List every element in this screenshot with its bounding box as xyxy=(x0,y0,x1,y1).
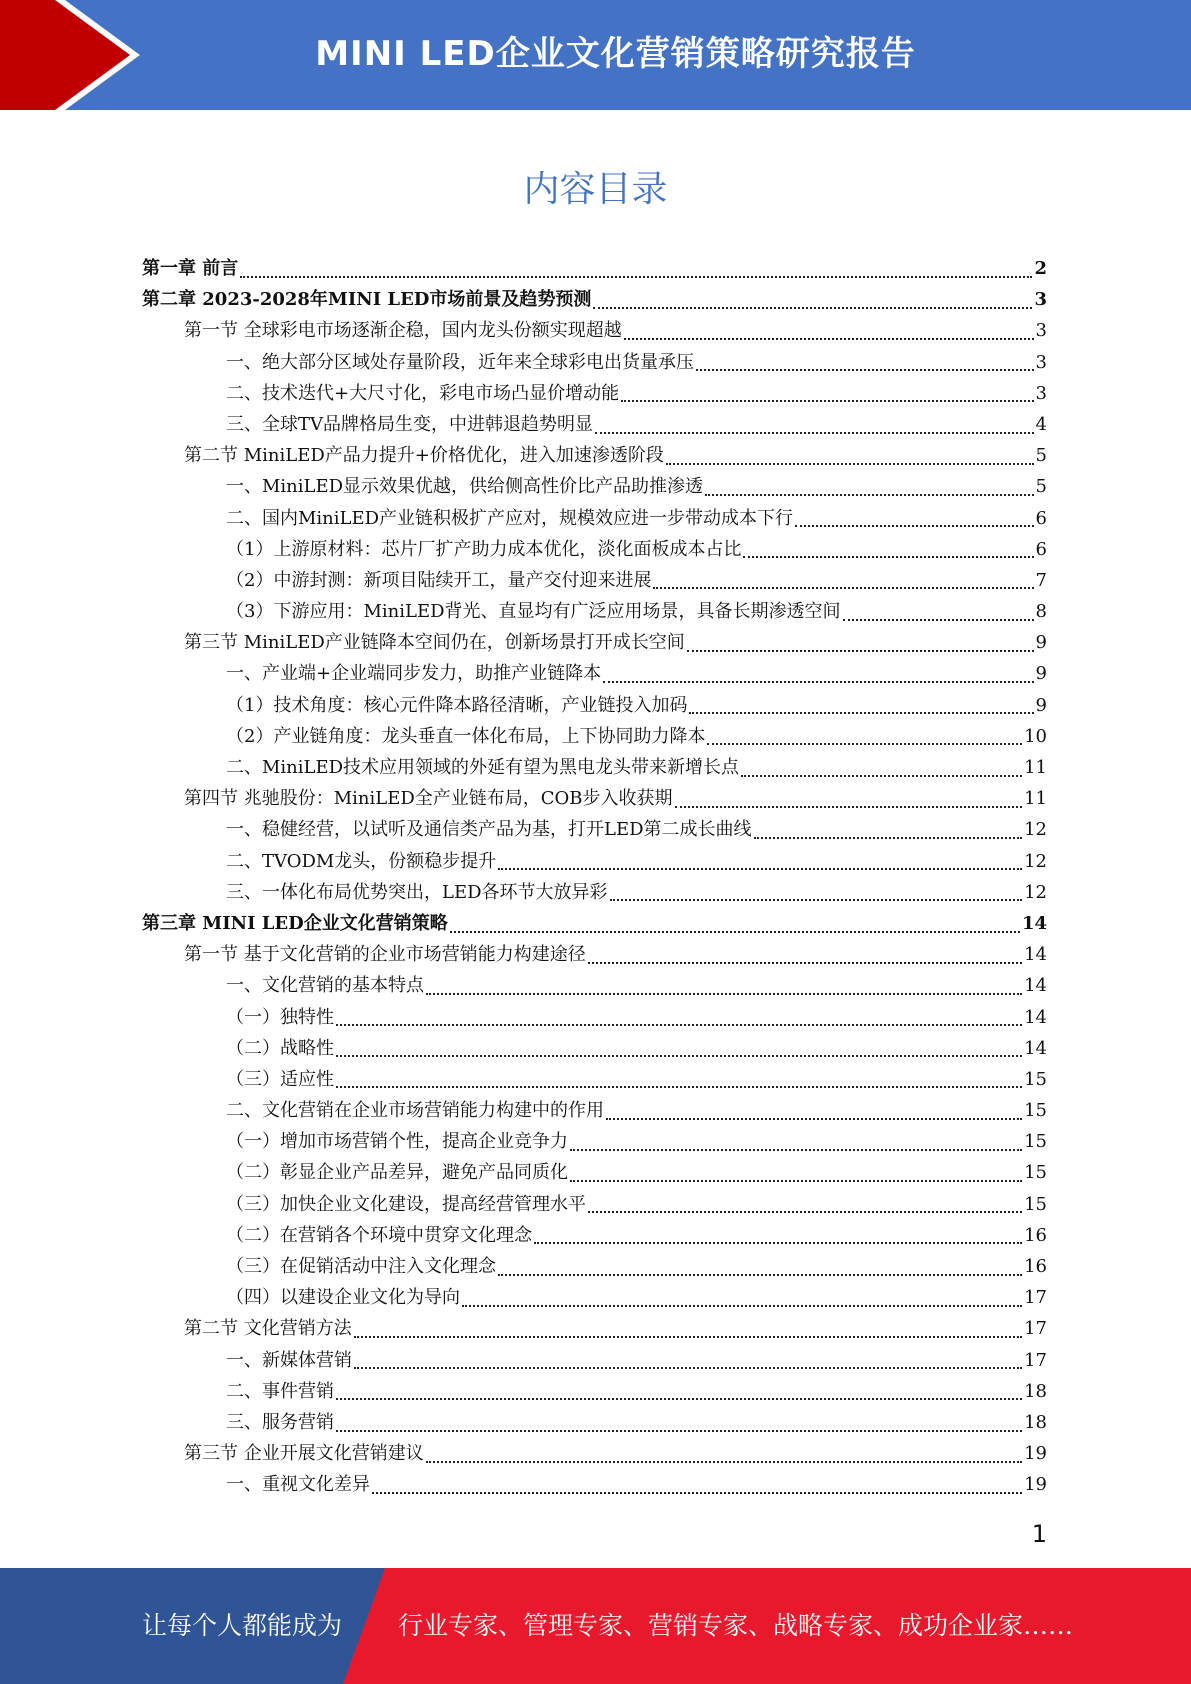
toc-dot-leader xyxy=(570,1180,1022,1182)
toc-entry-label: （3）下游应用：MiniLED背光、直显均有广泛应用场景，具备长期渗透空间 xyxy=(226,601,841,623)
toc-dot-leader xyxy=(588,1211,1022,1213)
toc-entry-page: 16 xyxy=(1024,1256,1047,1277)
toc-dot-leader xyxy=(741,775,1022,777)
toc-entry-label: 一、绝大部分区域处存量阶段，近年来全球彩电出货量承压 xyxy=(226,351,694,373)
toc-dot-leader xyxy=(354,1336,1022,1338)
toc-entry[interactable] xyxy=(142,1438,1047,1469)
toc-entry[interactable] xyxy=(142,1126,1047,1157)
toc-entry[interactable] xyxy=(142,1033,1047,1064)
toc-entry[interactable] xyxy=(142,1220,1047,1251)
toc-entry-label: （一）增加市场营销个性，提高企业竞争力 xyxy=(226,1131,568,1153)
toc-entry[interactable] xyxy=(142,939,1047,970)
toc-entry[interactable] xyxy=(142,1282,1047,1313)
toc-dot-leader xyxy=(426,993,1022,995)
toc-entry-label: 二、MiniLED技术应用领域的外延有望为黑电龙头带来新增长点 xyxy=(226,757,740,778)
toc-dot-leader xyxy=(606,1118,1022,1120)
toc-dot-leader xyxy=(687,650,1034,652)
toc-entry-label: 二、TVODM龙头，份额稳步提升 xyxy=(226,850,497,872)
toc-entry-label: 一、产业端+企业端同步发力，助推产业链降本 xyxy=(226,663,602,685)
toc-entry-page: 14 xyxy=(1024,1037,1047,1059)
toc-entry-label: （一）独特性 xyxy=(226,1006,334,1028)
toc-entry[interactable] xyxy=(142,378,1047,409)
toc-entry-page: 2 xyxy=(1034,258,1047,279)
toc-entry-page: 3 xyxy=(1035,320,1047,342)
toc-entry-label: 一、新媒体营销 xyxy=(226,1349,352,1371)
toc-dot-leader xyxy=(603,681,1033,683)
toc-entry[interactable] xyxy=(142,1157,1047,1188)
toc-dot-leader xyxy=(336,1430,1022,1432)
toc-entry[interactable] xyxy=(142,690,1047,721)
toc-entry[interactable] xyxy=(142,1095,1047,1126)
toc-dot-leader xyxy=(675,806,1023,808)
toc-dot-leader xyxy=(336,1055,1022,1057)
toc-entry-label: 二、技术迭代+大尺寸化，彩电市场凸显价增动能 xyxy=(226,382,620,404)
toc-entry-label: （四）以建设企业文化为导向 xyxy=(226,1287,460,1309)
toc-dot-leader xyxy=(666,463,1034,465)
toc-entry-page: 14 xyxy=(1024,975,1047,997)
toc-entry[interactable] xyxy=(142,752,1047,783)
toc-entry[interactable] xyxy=(142,503,1047,534)
toc-entry-label: （1）技术角度：核心元件降本路径清晰，产业链投入加码 xyxy=(226,694,688,716)
toc-entry[interactable] xyxy=(142,1251,1047,1282)
toc-entry[interactable] xyxy=(142,1002,1047,1033)
toc-entry-label: 三、服务营销 xyxy=(226,1411,334,1433)
toc-entry[interactable] xyxy=(142,1345,1047,1376)
toc-entry-page: 12 xyxy=(1024,881,1047,903)
toc-entry[interactable] xyxy=(142,596,1047,627)
toc-entry-label: 第一节 基于文化营销的企业市场营销能力构建途径 xyxy=(184,944,586,966)
toc-dot-leader xyxy=(653,587,1033,589)
toc-entry-page: 11 xyxy=(1024,757,1047,778)
toc-dot-leader xyxy=(498,868,1022,870)
toc-dot-leader xyxy=(462,1305,1022,1307)
toc-entry-page: 17 xyxy=(1024,1349,1047,1371)
toc-dot-leader xyxy=(621,400,1033,402)
toc-dot-leader xyxy=(795,525,1033,527)
toc-dot-leader xyxy=(624,338,1034,340)
toc-entry[interactable] xyxy=(142,1469,1047,1500)
toc-entry-label: （二）彰显企业产品差异，避免产品同质化 xyxy=(226,1162,568,1184)
toc-entry-label: （2）产业链角度：龙头垂直一体化布局，上下协同助力降本 xyxy=(226,725,706,747)
toc-entry[interactable] xyxy=(142,347,1047,378)
page-number: 1 xyxy=(1031,1520,1047,1548)
toc-entry-label: 第一章 前言 xyxy=(142,258,239,279)
toc-entry-label: （1）上游原材料：芯片厂扩产助力成本优化，淡化面板成本占比 xyxy=(226,538,742,560)
toc-entry[interactable] xyxy=(142,440,1047,471)
toc-entry-label: （二）战略性 xyxy=(226,1037,334,1059)
toc-entry-label: 第三节 企业开展文化营销建议 xyxy=(184,1443,424,1465)
toc-dot-leader xyxy=(240,276,1032,278)
toc-entry-page: 9 xyxy=(1035,663,1047,685)
toc-dot-leader xyxy=(336,1024,1022,1026)
toc-entry[interactable] xyxy=(142,658,1047,689)
toc-entry-page: 4 xyxy=(1035,413,1047,435)
toc-entry[interactable] xyxy=(142,471,1047,502)
toc-dot-leader xyxy=(588,962,1022,964)
toc-entry[interactable] xyxy=(142,846,1047,877)
toc-entry-page: 9 xyxy=(1035,694,1047,716)
toc-entry-label: 一、MiniLED显示效果优越，供给侧高性价比产品助推渗透 xyxy=(226,476,704,498)
toc-entry[interactable] xyxy=(142,1064,1047,1095)
toc-dot-leader xyxy=(754,837,1023,839)
toc-dot-leader xyxy=(354,1367,1022,1369)
toc-dot-leader xyxy=(696,369,1034,371)
toc-entry-page: 15 xyxy=(1024,1068,1047,1090)
toc-entry-label: 二、文化营销在企业市场营销能力构建中的作用 xyxy=(226,1100,604,1122)
toc-entry-page: 17 xyxy=(1024,1287,1047,1309)
toc-entry-label: 第二节 MiniLED产品力提升+价格优化，进入加速渗透阶段 xyxy=(184,445,664,467)
toc-entry-label: （三）加快企业文化建设，提高经营管理水平 xyxy=(226,1193,586,1215)
toc-entry-label: （三）在促销活动中注入文化理念 xyxy=(226,1256,496,1277)
toc-entry-label: 第四节 兆驰股份：MiniLED全产业链布局，COB步入收获期 xyxy=(184,788,673,810)
toc-entry-label: （三）适应性 xyxy=(226,1068,334,1090)
toc-entry-page: 3 xyxy=(1034,289,1047,311)
toc-entry-label: 二、国内MiniLED产业链积极扩产应对，规模效应进一步带动成本下行 xyxy=(226,507,794,529)
toc-entry-label: 第一节 全球彩电市场逐渐企稳，国内龙头份额实现超越 xyxy=(184,320,622,342)
toc-dot-leader xyxy=(372,1492,1022,1494)
toc-entry-page: 14 xyxy=(1024,944,1047,966)
toc-entry-page: 3 xyxy=(1035,382,1047,404)
toc-entry[interactable] xyxy=(142,534,1047,565)
table-of-contents xyxy=(142,253,1047,1501)
document-title: MINI LED企业文化营销策略研究报告 xyxy=(315,34,916,74)
toc-entry[interactable] xyxy=(142,1376,1047,1407)
toc-entry-page: 15 xyxy=(1024,1193,1047,1215)
toc-entry[interactable] xyxy=(142,1313,1047,1344)
toc-dot-leader xyxy=(336,1086,1022,1088)
toc-dot-leader xyxy=(336,1398,1022,1400)
toc-entry-page: 16 xyxy=(1024,1224,1047,1246)
toc-dot-leader xyxy=(426,1461,1022,1463)
toc-entry[interactable] xyxy=(142,783,1047,814)
toc-entry-page: 6 xyxy=(1035,507,1047,529)
toc-entry-page: 3 xyxy=(1035,351,1047,373)
toc-entry[interactable] xyxy=(142,908,1047,939)
toc-entry-label: 第二节 文化营销方法 xyxy=(184,1318,352,1340)
toc-entry[interactable] xyxy=(142,409,1047,440)
toc-entry-page: 14 xyxy=(1021,912,1047,934)
footer-slogan-left: 让每个人都能成为 xyxy=(142,1611,343,1640)
toc-entry-label: 三、一体化布局优势突出，LED各环节大放异彩 xyxy=(226,881,608,903)
toc-dot-leader xyxy=(534,1242,1022,1244)
toc-entry-page: 17 xyxy=(1024,1318,1047,1340)
toc-entry-label: 第三章 MINI LED企业文化营销策略 xyxy=(142,912,448,934)
toc-entry-page: 5 xyxy=(1035,476,1047,498)
toc-dot-leader xyxy=(595,432,1034,434)
toc-entry[interactable] xyxy=(142,721,1047,752)
toc-entry-label: 三、全球TV品牌格局生变，中进韩退趋势明显 xyxy=(226,413,594,435)
toc-dot-leader xyxy=(843,619,1034,621)
toc-dot-leader xyxy=(707,743,1022,745)
toc-entry-label: 一、文化营销的基本特点 xyxy=(226,975,424,997)
toc-entry-page: 5 xyxy=(1035,445,1047,467)
toc-dot-leader xyxy=(593,307,1032,309)
toc-entry-page: 8 xyxy=(1035,601,1047,623)
toc-dot-leader xyxy=(570,1149,1022,1151)
toc-entry-page: 12 xyxy=(1024,819,1047,841)
toc-entry-page: 9 xyxy=(1035,632,1047,654)
toc-entry-page: 7 xyxy=(1035,569,1047,591)
toc-entry[interactable] xyxy=(142,315,1047,346)
toc-dot-leader xyxy=(498,1274,1022,1276)
toc-entry-label: 一、稳健经营，以试听及通信类产品为基，打开LED第二成长曲线 xyxy=(226,819,752,841)
toc-entry-page: 6 xyxy=(1035,538,1047,560)
toc-entry-label: 二、事件营销 xyxy=(226,1380,334,1402)
toc-entry-page: 15 xyxy=(1024,1131,1047,1153)
toc-entry[interactable] xyxy=(142,253,1047,284)
toc-entry-label: （二）在营销各个环境中贯穿文化理念 xyxy=(226,1224,532,1246)
toc-entry[interactable] xyxy=(142,970,1047,1001)
footer-banner xyxy=(0,1568,1191,1684)
toc-entry-page: 18 xyxy=(1024,1411,1047,1433)
toc-entry[interactable] xyxy=(142,565,1047,596)
toc-entry-page: 12 xyxy=(1024,850,1047,872)
toc-entry-page: 19 xyxy=(1024,1474,1047,1496)
toc-entry-page: 11 xyxy=(1024,788,1047,810)
toc-entry[interactable] xyxy=(142,814,1047,845)
toc-entry-page: 18 xyxy=(1024,1380,1047,1402)
toc-dot-leader xyxy=(689,712,1033,714)
toc-entry[interactable] xyxy=(142,1407,1047,1438)
toc-entry[interactable] xyxy=(142,284,1047,315)
toc-title: 内容目录 xyxy=(523,169,668,210)
toc-dot-leader xyxy=(610,899,1023,901)
toc-dot-leader xyxy=(450,931,1020,933)
toc-dot-leader xyxy=(705,494,1033,496)
toc-dot-leader xyxy=(743,556,1033,558)
toc-entry-label: （2）中游封测：新项目陆续开工，量产交付迎来进展 xyxy=(226,569,652,591)
toc-entry[interactable] xyxy=(142,877,1047,908)
toc-entry-page: 10 xyxy=(1024,725,1047,747)
toc-entry[interactable] xyxy=(142,1189,1047,1220)
toc-entry-label: 第三节 MiniLED产业链降本空间仍在，创新场景打开成长空间 xyxy=(184,632,685,654)
toc-entry-page: 15 xyxy=(1024,1162,1047,1184)
toc-entry-page: 15 xyxy=(1024,1100,1047,1122)
footer-slogan-right: 行业专家、管理专家、营销专家、战略专家、成功企业家…… xyxy=(398,1611,1074,1640)
toc-entry-page: 19 xyxy=(1024,1443,1047,1465)
header-banner xyxy=(0,0,1191,110)
toc-entry[interactable] xyxy=(142,627,1047,658)
toc-entry-page: 14 xyxy=(1024,1006,1047,1028)
toc-entry-label: 第二章 2023-2028年MINI LED市场前景及趋势预测 xyxy=(142,289,592,311)
toc-entry-label: 一、重视文化差异 xyxy=(226,1474,370,1496)
